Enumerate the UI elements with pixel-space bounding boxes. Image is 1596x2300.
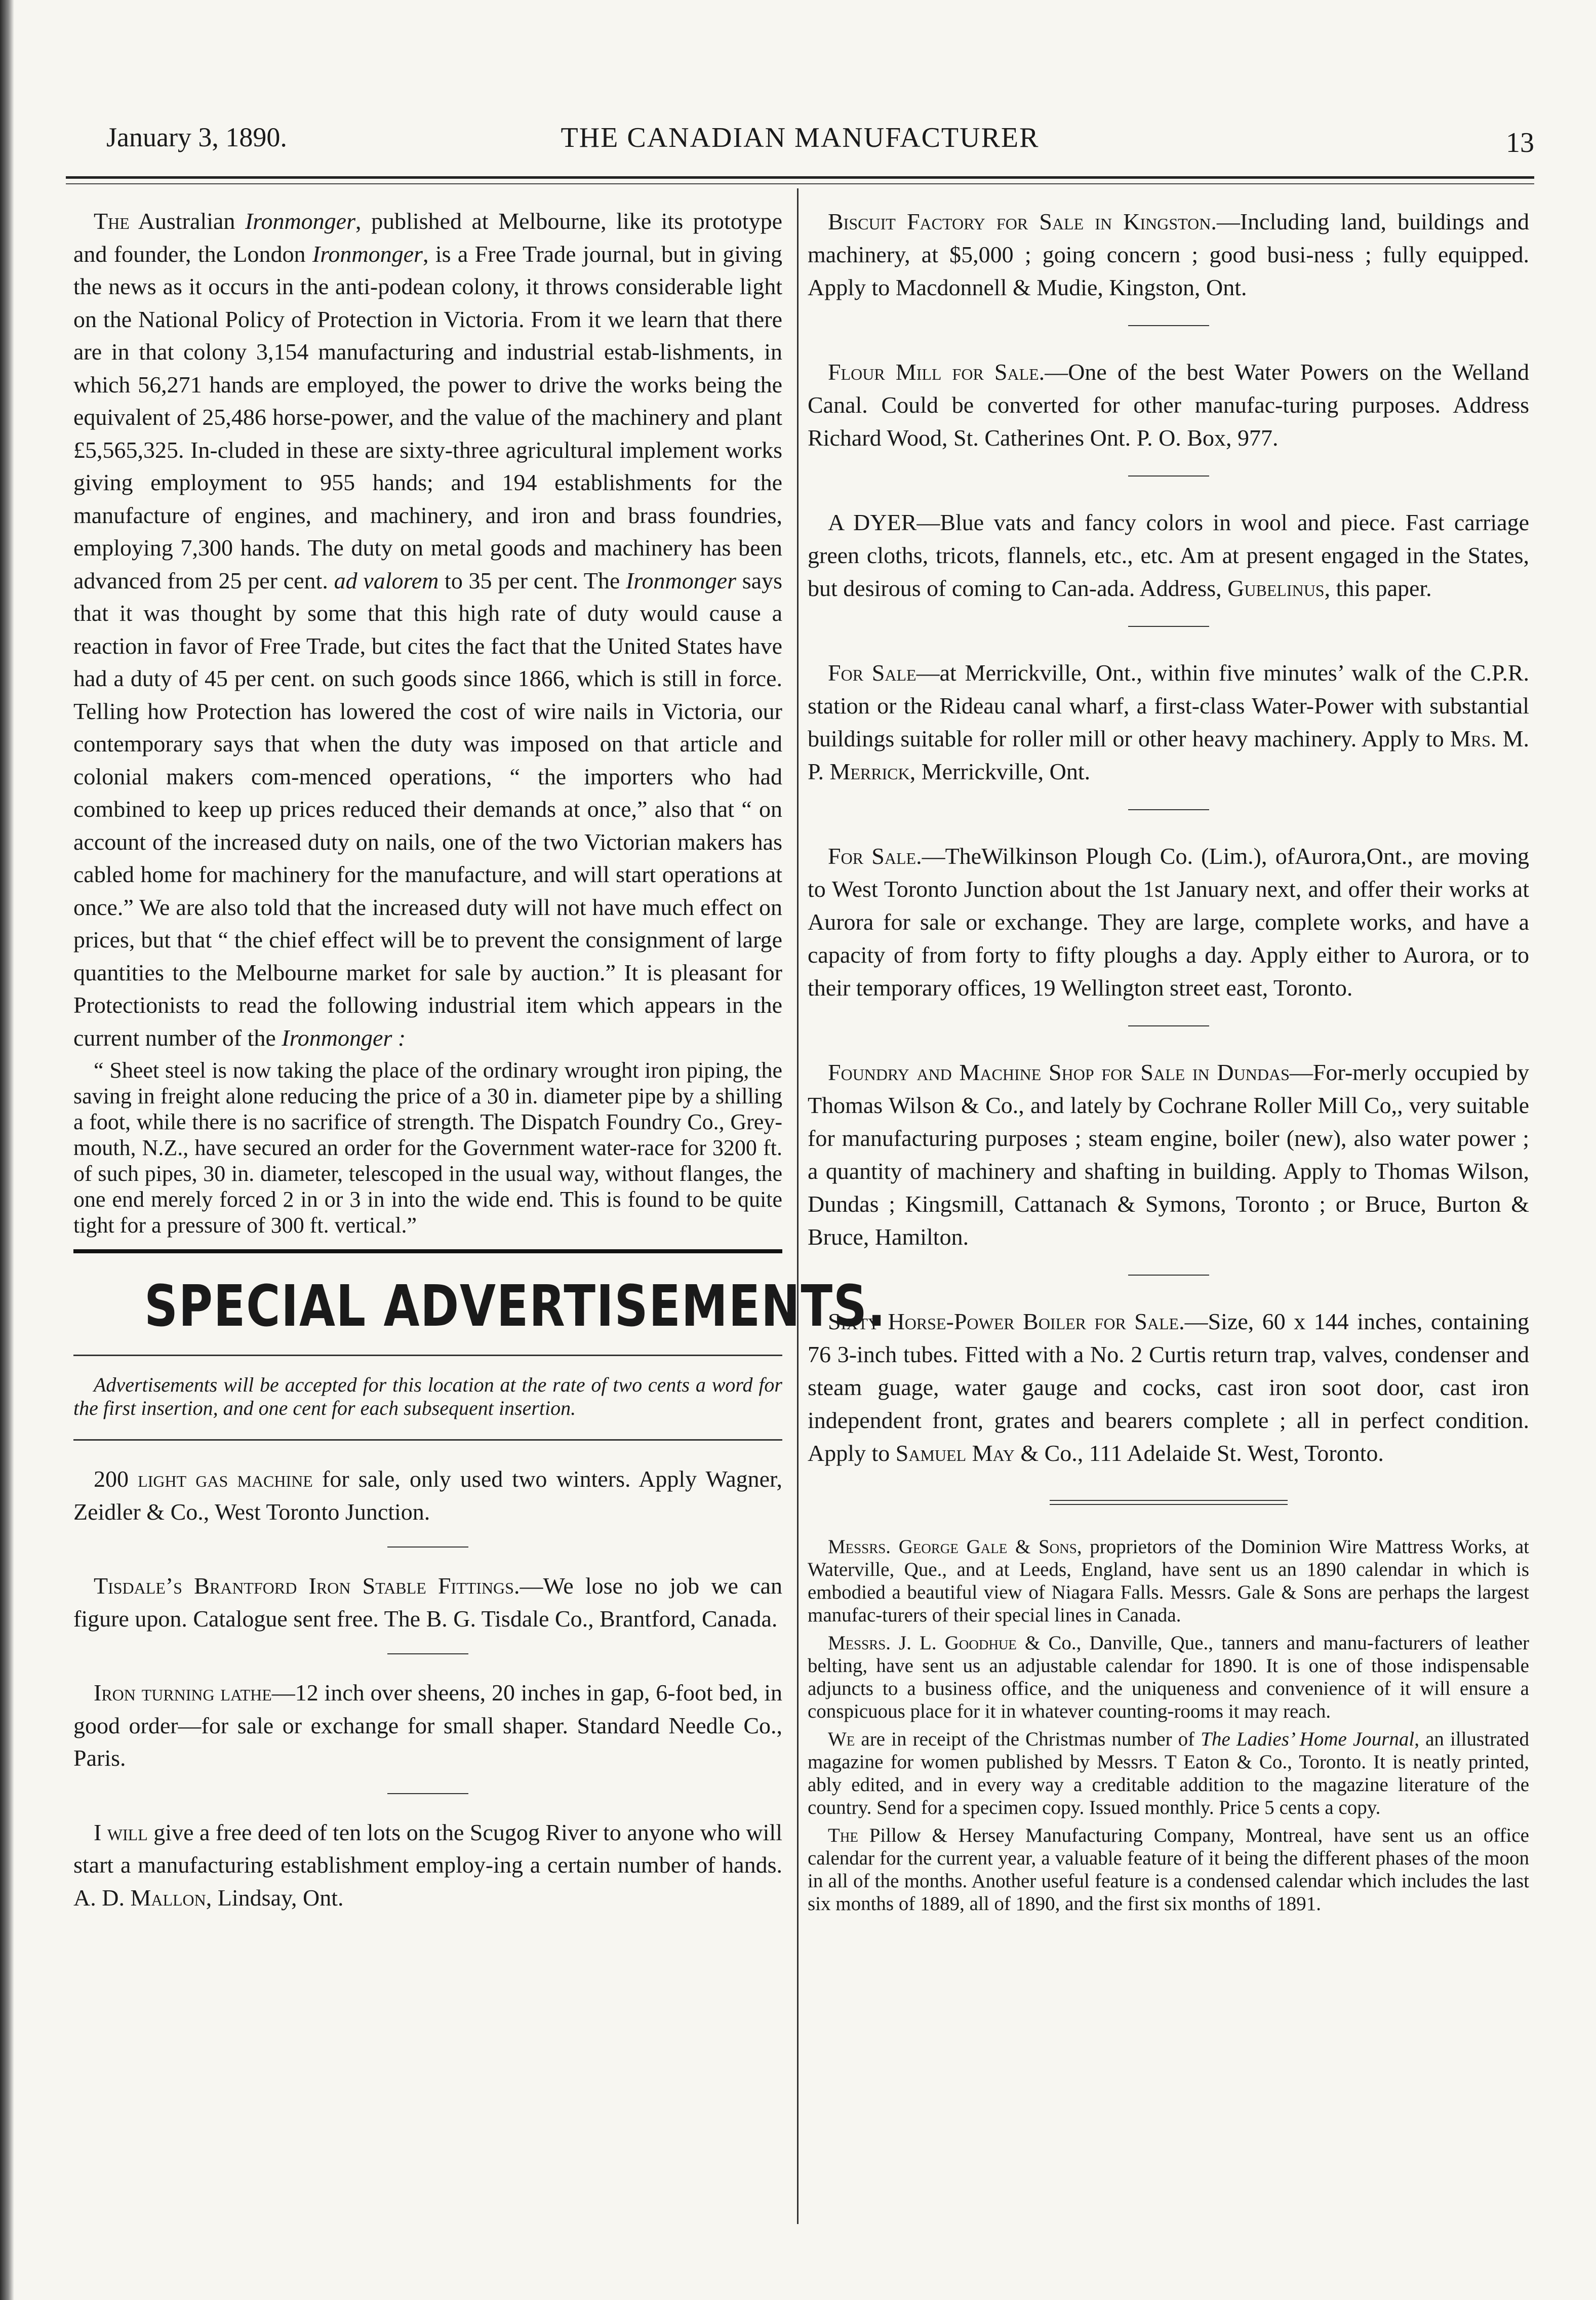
article-em-2: Ironmonger [312, 241, 423, 267]
ad-divider [1128, 626, 1209, 627]
article-text-4: to 35 per cent. The [438, 567, 626, 593]
running-header [66, 122, 1534, 162]
ad-gas-machine [73, 1463, 782, 1528]
ad-text: —Including land, buildings and machinery, at $5,000 ; going concern ; good busi-ness ; fully equipped. Apply to Macdonnell & Mudie, Kingston, Ont. [808, 209, 1529, 300]
article-em-3: ad valorem [334, 567, 439, 593]
ad-turning-lathe [73, 1677, 782, 1775]
news-em: The Ladies’ Home Journal [1201, 1728, 1415, 1750]
ad-scugog-lots [73, 1816, 782, 1915]
ad-name: Gubelinus [1227, 575, 1325, 601]
ad-divider [1128, 475, 1209, 477]
publication-title: THE CANADIAN MANUFACTURER [561, 122, 1040, 153]
ad-text: —Size, 60 x 144 inches, containing 76 3-inch tubes. Fitted with a No. 2 Curtis return trap, valves, condenser and steam guage, water gauge and cocks, cast iron soot door, cast iron independent front, grates and bearers complete ; all in perfect condition. Apply to [808, 1308, 1530, 1466]
ad-lead: Foundry and Machine Shop for Sale in Dundas [828, 1059, 1290, 1085]
ad-text-end: , Lindsay, Ont. [206, 1884, 344, 1911]
news-text: Pillow & Hersey Manufacturing Company, Montreal, have sent us an office calendar for the current year, a valuable feature of it being the different phases of the moon in all of the months. Another useful feature is a condensed calendar which includes the last six months of 1889, all of 1890, and the first six months of 1891. [808, 1825, 1529, 1915]
section-double-rule [1050, 1500, 1288, 1505]
ad-stable-fittings [73, 1570, 782, 1635]
ad-wilkinson-plough [808, 840, 1529, 1004]
news-text: & Co., Danville, Que., tanners and manu-facturers of leather belting, have sent us an adjustable calendar for 1890. It is one of those indispensable adjuncts to a business office, and the uniqueness and convenience of it will ensure a conspicuous place for it in whatever counting-rooms it may reach. [808, 1632, 1529, 1722]
right-column [808, 205, 1529, 1915]
ad-text: —For-merly occupied by Thomas Wilson & Co., and lately by Cochrane Roller Mill Co,, very suitable for manufacturing purposes ; steam engine, boiler (new), also water power ; a quantity of machinery and shafting in building. Apply to Thomas Wilson, Dundas ; Kingsmill, Cattanach & Symons, Toronto ; or Bruce, Burton & Bruce, Hamilton. [808, 1059, 1529, 1250]
ad-text-end: , this paper. [1324, 575, 1432, 601]
ad-dundas-foundry [808, 1056, 1529, 1253]
news-lead: Messrs. J. L. Goodhue [828, 1632, 1017, 1654]
ad-name: Samuel May [895, 1440, 1015, 1466]
news-ladies-home-journal [808, 1728, 1529, 1819]
ad-boiler [808, 1305, 1529, 1470]
news-text-end: , an illustrated magazine for women published by Messrs. T Eaton & Co., Toronto. It is neatly printed, ably edited, and in every way a creditable addition to the magazine literature of the country. Send for a specimen copy. Issued monthly. Price 5 cents a copy. [808, 1728, 1529, 1818]
ad-text-end: & Co., 111 Adelaide St. West, Toronto. [1014, 1440, 1384, 1466]
news-text: , proprietors of the Dominion Wire Mattress Works, at Waterville, Que., and at Leeds, England, have sent us an 1890 calendar in which is embodied a beautiful view of Niagara Falls. Messrs. Gale & Sons are perhaps the largest manufac-turers of their special lines in Canada. [808, 1536, 1529, 1626]
column-divider [797, 188, 799, 2224]
news-lead: Messrs. George Gale & Sons [828, 1536, 1077, 1558]
news-text: are in receipt of the Christmas number of [855, 1728, 1201, 1750]
ad-text: —Blue vats and fancy colors in wool and piece. Fast carriage green cloths, tricots, flannels, etc., etc. Am at present engaged in the States, but desirous of coming to Can-ada. Address, [808, 509, 1529, 601]
ad-lead: I will [94, 1819, 148, 1845]
ad-name: Mallon [130, 1884, 206, 1911]
ad-text: —12 inch over sheens, 20 inches in gap, 6-foot bed, in good order—for sale or exchange for small shaper. Standard Needle Co., Paris. [73, 1680, 782, 1771]
section-rule [73, 1249, 782, 1253]
page-binding-edge [0, 0, 14, 2300]
ad-text: —TheWilkinson Plough Co. (Lim.), ofAurora,Ont., are moving to West Toronto Junction about the 1st January next, and offer their works at Aurora for sale or exchange. They are large, complete works, and have a capacity of from forty to fifty ploughs a day. Apply either to Aurora, or to their temporary offices, 19 Wellington street east, Toronto. [808, 843, 1530, 1001]
article-em-4: Ironmonger [625, 567, 737, 593]
ads-rate-notice: Advertisements will be accepted for this location at the rate of two cents a word for the first insertion, and one cent for each subsequent insertion. [73, 1373, 782, 1419]
ad-divider [1128, 325, 1209, 326]
ad-lead: Flour Mill for Sale. [828, 359, 1045, 385]
heading-rule [73, 1355, 782, 1356]
ad-text: —at Merrickville, Ont., within five minutes’ walk of the C.P.R. station or the Rideau canal wharf, a first-class Water-Power with substantial buildings suitable for roller mill or other heavy machinery. Apply to [808, 660, 1529, 751]
article-lead: The [94, 208, 130, 234]
article-text-5: says that it was thought by some that this high rate of duty would cause a reaction in favor of Free Trade, but cites the fact that the United States have had a duty of 45 per cent. on such goods since 1866, which is still in force. Telling how Protection has lowered the cost of wire nails in Victoria, our contemporary says that when the duty was imposed on that article and colonial makers com-menced operations, “ the importers who had combined to keep up prices reduced their demands at once,” also that “ on account of the increased duty on nails, one of the two Victorian makers has cabled home for machinery for the manufacture, and will start operations at once.” We are also told that the increased duty will not have much effect on prices, but that “ the chief effect will be to prevent the consignment of large quantities to the Melbourne market for sale by auction.” It is pleasant for Protectionists to read the following industrial item which appears in the current number of the [73, 567, 782, 1051]
article-em-1: Ironmonger [245, 208, 356, 234]
ad-lead: 200 light gas machine [94, 1466, 313, 1492]
ad-divider [1128, 1275, 1209, 1276]
news-lead: The [828, 1825, 858, 1846]
ad-text: —One of the best Water Powers on the Welland Canal. Could be converted for other manufac-turing purposes. Address Richard Wood, St. Catherines Ont. P. O. Box, 977. [808, 359, 1529, 451]
ad-lead: Biscuit Factory for Sale in Kingston. [828, 209, 1217, 234]
news-lead: We [828, 1728, 855, 1750]
header-rule [66, 176, 1534, 179]
ad-text: give a free deed of ten lots on the Scugog River to anyone who will start a manufacturing establishment employ-ing a certain number of hands. A. D. [73, 1819, 782, 1911]
ad-dyer [808, 506, 1529, 605]
article-text-1: Australian [129, 208, 245, 234]
ironmonger-article [73, 205, 782, 1054]
news-pillow-hersey [808, 1824, 1529, 1915]
ad-lead: Iron turning lathe [94, 1680, 272, 1706]
ad-biscuit-factory [808, 205, 1529, 304]
ad-lead: For Sale [828, 660, 916, 686]
article-quote: “ Sheet steel is now taking the place of the ordinary wrought iron piping, the saving in freight alone reducing the price of a 30 in. diameter pipe by a shilling a foot, while there is no sacrifice of strength. The Dispatch Foundry Co., Grey-mouth, N.Z., have secured an order for the Government water-race for 3200 ft. of such pipes, 30 in. diameter, telescoped in the usual way, without flanges, the one end merely forced 2 in or 3 in into the wide end. This is found to be quite tight for a pressure of 300 ft. vertical.” [73, 1058, 782, 1238]
ad-lead: A DYER [828, 509, 917, 535]
ad-text: —We lose no job we can figure upon. Catalogue sent free. The B. G. Tisdale Co., Brantford, Canada. [73, 1573, 783, 1632]
ad-name: Mrs. M. P. Merrick [808, 726, 1529, 784]
news-gale-sons [808, 1535, 1529, 1627]
issue-date: January 3, 1890. [106, 122, 287, 152]
ad-divider [1128, 1025, 1209, 1026]
ad-divider [387, 1546, 468, 1548]
ad-lead: For Sale. [828, 843, 922, 869]
article-text-2: , published at Melbourne, like its prototype and founder, the London [73, 208, 782, 267]
ad-flour-mill [808, 355, 1529, 454]
ad-divider [387, 1653, 468, 1654]
article-text-3: , is a Free Trade journal, but in giving the news as it occurs in the anti-podean colony, it throws considerable light on the National Policy of Protection in Victoria. From it we learn that there are in that colony 3,154 manufacturing and industrial estab-lishments, in which 56,271 hands are employed, the power to drive the works being the equivalent of 25,486 horse-power, and the value of the machinery and plant £5,565,325. In-cluded in these are sixty-three agricultural implement works giving employment to 955 hands; and 194 establishments for the manufacture of engines, and machinery, and iron and brass foundries, employing 7,300 hands. The duty on metal goods and machinery has been advanced from 25 per cent. [73, 241, 782, 593]
header-rule-thin [66, 183, 1534, 184]
ad-divider [1128, 809, 1209, 810]
ad-merrickville [808, 656, 1529, 788]
special-ads-heading: SPECIAL ADVERTISEMENTS. [144, 1274, 887, 1339]
trade-notes [808, 1535, 1529, 1915]
notice-rule [73, 1439, 782, 1441]
news-goodhue [808, 1632, 1529, 1723]
ad-divider [387, 1793, 468, 1794]
ad-text-end: , Merrickville, Ont. [909, 759, 1091, 784]
ad-lead: Tisdale’s Brantford Iron Stable Fittings. [94, 1573, 520, 1599]
page-number: 13 [1506, 127, 1534, 158]
article-em-5: Ironmonger : [282, 1024, 406, 1051]
ad-text: for sale, only used two winters. Apply Wagner, Zeidler & Co., West Toronto Junction. [73, 1466, 783, 1525]
ad-lead: Sixty Horse-Power Boiler for Sale. [828, 1308, 1185, 1334]
